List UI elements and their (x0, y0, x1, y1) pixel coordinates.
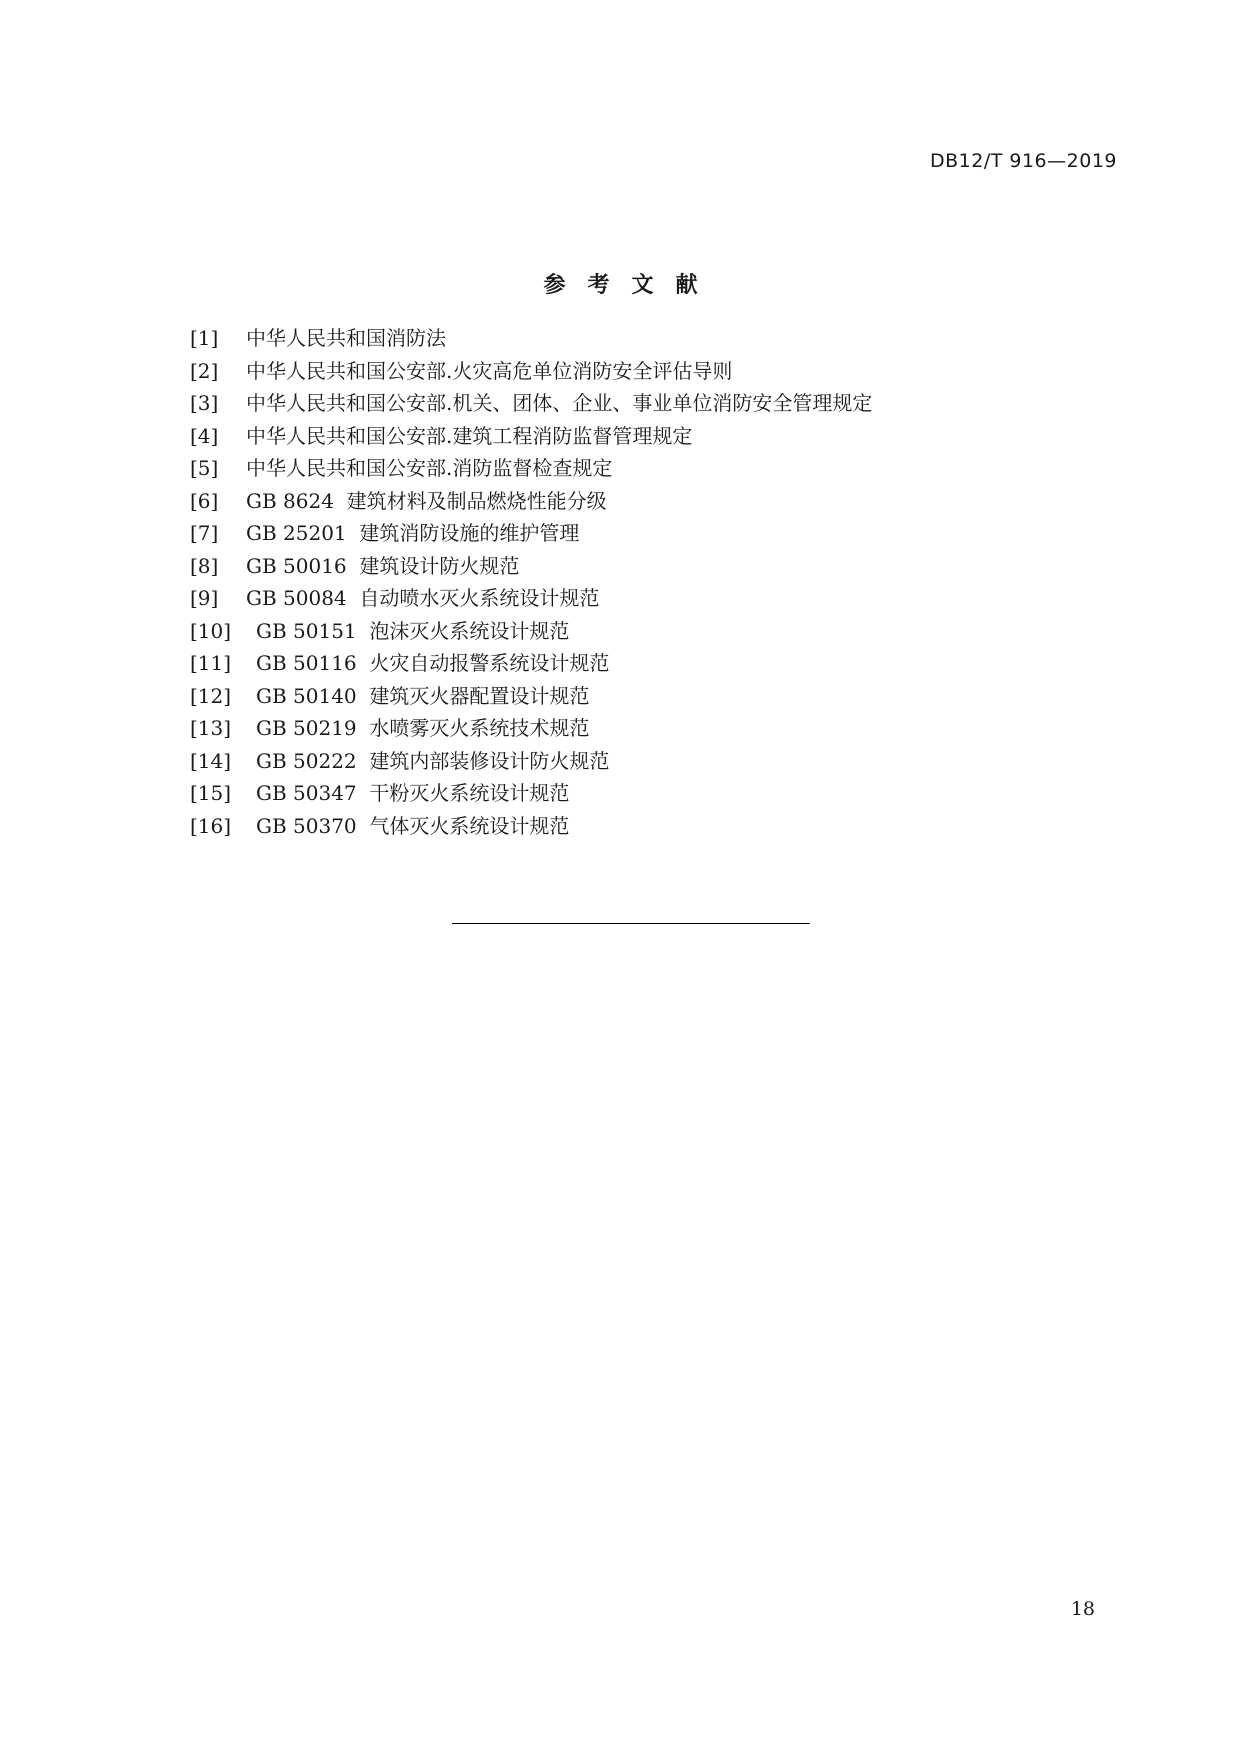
reference-text: GB 50084 自动喷水灭火系统设计规范 (246, 586, 600, 610)
reference-number: [4] (190, 423, 219, 448)
reference-number: [10] (190, 618, 232, 643)
reference-item (190, 810, 872, 843)
page-number: 18 (1070, 1598, 1095, 1620)
reference-number: [7] (190, 521, 219, 545)
reference-number: [9] (190, 586, 219, 610)
reference-text: GB 50140 建筑灭火器配置设计规范 (256, 683, 590, 708)
reference-item (190, 322, 872, 355)
reference-text: GB 50347 干粉灭火系统设计规范 (256, 781, 570, 805)
reference-item (190, 712, 872, 745)
reference-text: GB 50370 气体灭火系统设计规范 (256, 813, 570, 838)
reference-item (190, 582, 872, 615)
reference-number: [12] (190, 683, 232, 708)
reference-item (190, 485, 872, 518)
reference-text: GB 50219 水喷雾灭火系统技术规范 (256, 716, 590, 740)
reference-item (190, 550, 872, 583)
reference-number: [2] (190, 358, 219, 383)
reference-number: [16] (190, 813, 232, 838)
reference-text: GB 50222 建筑内部装修设计防火规范 (256, 748, 610, 773)
reference-item (190, 387, 872, 420)
reference-text: 中华人民共和国公安部.消防监督检查规定 (246, 456, 613, 480)
reference-number: [8] (190, 553, 219, 578)
reference-item (190, 745, 872, 778)
reference-item (190, 420, 872, 453)
reference-text: GB 25201 建筑消防设施的维护管理 (246, 521, 580, 545)
reference-item (190, 777, 872, 810)
reference-number: [5] (190, 456, 219, 480)
reference-item (190, 517, 872, 550)
reference-number: [13] (190, 716, 232, 740)
reference-text: GB 50116 火灾自动报警系统设计规范 (256, 651, 610, 675)
reference-number: [6] (190, 488, 219, 513)
page-title: 参考文献 (543, 273, 720, 298)
end-rule-divider (452, 923, 810, 924)
reference-item (190, 355, 872, 388)
reference-number: [11] (190, 651, 232, 675)
reference-text: GB 8624 建筑材料及制品燃烧性能分级 (246, 488, 607, 513)
reference-item (190, 615, 872, 648)
reference-text: GB 50016 建筑设计防火规范 (246, 553, 520, 578)
reference-list (190, 322, 872, 842)
reference-number: [14] (190, 748, 232, 773)
reference-number: [15] (190, 781, 232, 805)
reference-number: [1] (190, 326, 219, 350)
reference-item (190, 452, 872, 485)
reference-text: 中华人民共和国公安部.机关、团体、企业、事业单位消防安全管理规定 (246, 391, 873, 415)
reference-text: GB 50151 泡沫灭火系统设计规范 (256, 618, 570, 643)
document-code: DB12/T 916—2019 (929, 150, 1117, 172)
reference-item (190, 680, 872, 713)
reference-item (190, 647, 872, 680)
reference-text: 中华人民共和国公安部.火灾高危单位消防安全评估导则 (246, 358, 733, 383)
reference-number: [3] (190, 391, 219, 415)
reference-text: 中华人民共和国消防法 (246, 326, 446, 350)
reference-text: 中华人民共和国公安部.建筑工程消防监督管理规定 (246, 423, 693, 448)
